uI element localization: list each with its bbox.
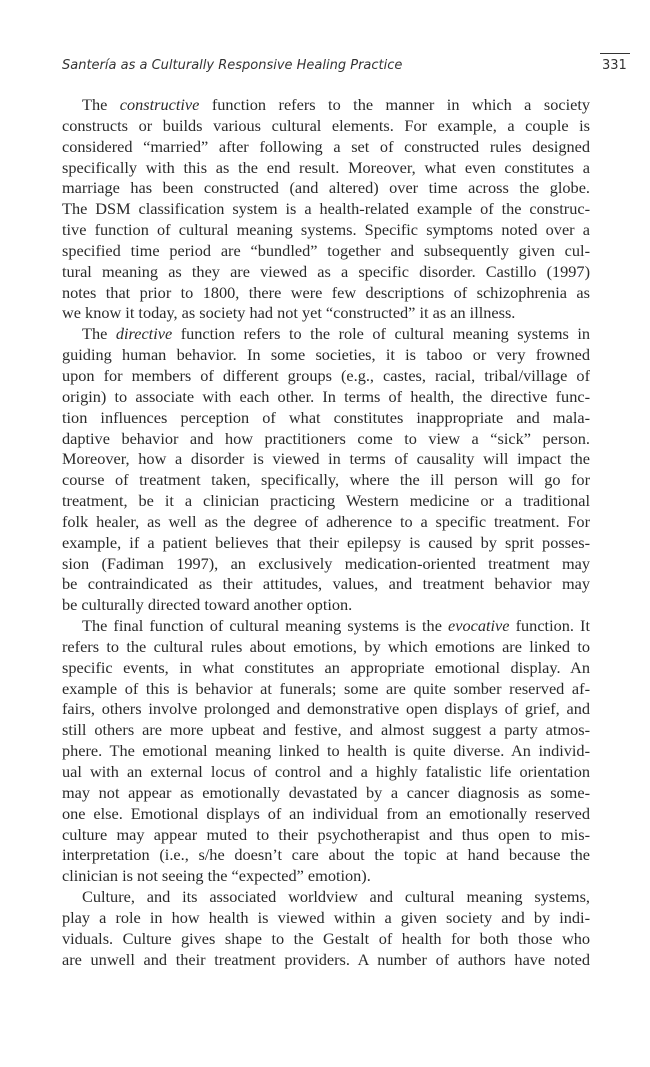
text-line: still others are more upbeat and festive, and almost suggest a party atmos-: [62, 720, 590, 740]
text-line: interpretation (i.e., s/he doesn’t care about the topic at hand because the: [62, 845, 590, 865]
text-line: viduals. Culture gives shape to the Gestalt of health for both those who: [62, 928, 590, 948]
header-rule: [600, 53, 630, 54]
text-run: function. It: [509, 616, 590, 636]
text-line: folk healer, as well as the degree of adherence to a specific treatment. For: [62, 511, 590, 531]
text-line: [62, 324, 590, 345]
text-line: course of treatment taken, specifically, where the ill person will go for: [62, 470, 590, 490]
emphasized-term: constructive: [119, 95, 200, 114]
text-line: one else. Emotional displays of an individual from an emotionally reserved: [62, 803, 590, 823]
text-run: function refers to the role of cultural meaning systems in: [172, 324, 590, 344]
text-run: The: [82, 95, 120, 114]
text-line: be contraindicated as their attitudes, values, and treatment behavior may: [62, 574, 590, 594]
text-line: example of this is behavior at funerals; some are quite somber reserved af-: [62, 678, 590, 698]
paragraph-culture-and-health: [62, 887, 590, 970]
emphasized-term: evocative: [448, 616, 510, 636]
text-line: origin) to associate with each other. In terms of health, the directive func-: [62, 386, 590, 406]
text-line: Culture, and its associated worldview and cultural meaning systems,: [82, 887, 590, 907]
text-line: ual with an external locus of control and a highly fatalistic life orientation: [62, 762, 590, 781]
text-line: specific events, in what constitutes an appropriate emotional display. An: [62, 657, 590, 677]
emphasized-term: directive: [115, 324, 173, 344]
text-line: phere. The emotional meaning linked to health is quite diverse. An individ-: [62, 741, 590, 761]
text-line: may not appear as emotionally devastated by a cancer diagnosis as some-: [62, 782, 590, 802]
text-line: marriage has been constructed (and altered) over time across the globe.: [62, 178, 590, 198]
text-run: function refers to the manner in which a society: [199, 95, 590, 114]
text-line: considered “married” after following a set of constructed rules designed: [62, 136, 590, 156]
text-line: treatment, be it a clinician practicing Western medicine or a traditional: [62, 491, 590, 511]
text-line: refers to the cultural rules about emotions, by which emotions are linked to: [62, 636, 590, 656]
text-line: we know it today, as society had not yet “constructed” it as an illness.: [62, 303, 516, 323]
text-line: daptive behavior and how practitioners come to view a “sick” person.: [62, 428, 590, 448]
text-line: Moreover, how a disorder is viewed in terms of causality will impact the: [62, 449, 590, 469]
text-run: The final function of cultural meaning systems is the: [82, 616, 449, 636]
text-line: culture may appear muted to their psychotherapist and thus open to mis-: [62, 824, 590, 844]
text-line: specified time period are “bundled” together and subsequently given cul-: [62, 240, 590, 260]
text-line: tion influences perception of what constitutes inappropriate and mala-: [62, 407, 590, 427]
text-line: upon for members of different groups (e.g., castes, racial, tribal/village of: [62, 365, 590, 385]
text-line: notes that prior to 1800, there were few descriptions of schizophrenia as: [62, 282, 590, 302]
paragraph-constructive-function: [62, 95, 590, 324]
text-line: constructs or builds various cultural elements. For example, a couple is: [62, 115, 590, 135]
paragraph-evocative-function: [62, 616, 590, 887]
text-line: example, if a patient believes that their epilepsy is caused by sprit posses-: [62, 532, 590, 552]
text-line: clinician is not seeing the “expected” emotion).: [62, 866, 371, 886]
text-line: are unwell and their treatment providers. A number of authors have noted: [62, 949, 590, 969]
body-text: [62, 95, 590, 970]
running-title: Santería as a Culturally Responsive Healing Practice: [62, 58, 403, 73]
text-line: be culturally directed toward another option.: [62, 595, 353, 615]
page-number: 331: [602, 58, 627, 73]
running-head: [62, 58, 630, 78]
text-line: tural meaning as they are viewed as a specific disorder. Castillo (1997): [62, 261, 590, 281]
text-run: The: [82, 324, 116, 344]
text-line: specifically with this as the end result. Moreover, what even constitutes a: [62, 157, 590, 177]
text-line: guiding human behavior. In some societies, it is taboo or very frowned: [62, 345, 590, 365]
text-line: [62, 95, 590, 116]
text-line: The DSM classification system is a health-related example of the construc-: [62, 199, 590, 219]
text-line: [62, 616, 590, 637]
text-line: play a role in how health is viewed within a given society and by indi-: [62, 907, 590, 927]
text-line: tive function of cultural meaning systems. Specific symptoms noted over a: [62, 220, 590, 240]
text-line: fairs, others involve prolonged and demonstrative open displays of grief, and: [62, 699, 590, 719]
text-line: sion (Fadiman 1997), an exclusively medication-oriented treatment may: [62, 553, 590, 573]
paragraph-directive-function: [62, 324, 590, 616]
